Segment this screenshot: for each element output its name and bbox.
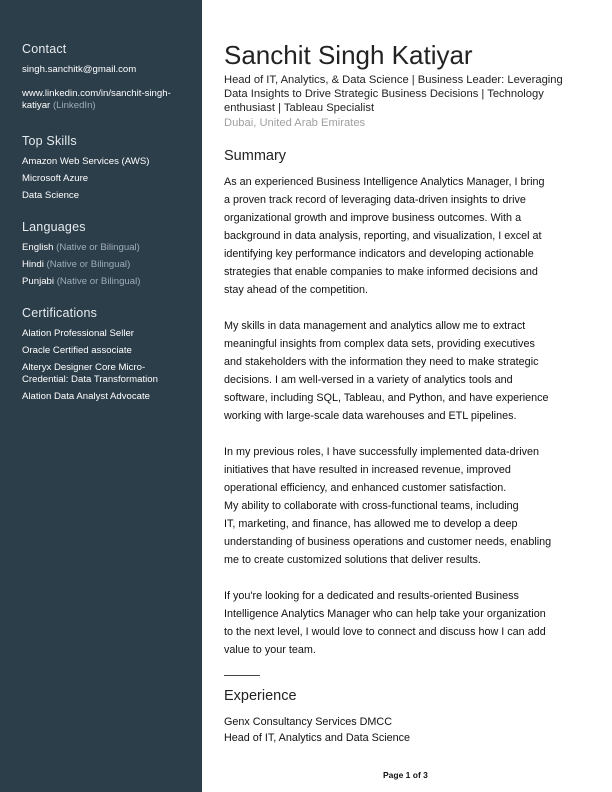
profile-location: Dubai, United Arab Emirates — [224, 117, 366, 129]
certification-item: Alation Professional Seller — [22, 328, 134, 339]
summary-line: As an experienced Business Intelligence Analytics Manager, I bring — [224, 176, 545, 188]
summary-line: strategies that enable companies to make informed decisions and — [224, 266, 538, 278]
summary-paragraph — [224, 587, 594, 659]
linkedin-url-line1[interactable]: www.linkedin.com/in/sanchit-singh- — [22, 88, 171, 99]
summary-line: My skills in data management and analytics allow me to extract — [224, 320, 526, 332]
languages-section — [22, 220, 192, 288]
summary-line: value to your team. — [224, 644, 316, 656]
languages-heading: Languages — [22, 220, 86, 234]
skill-item: Data Science — [22, 190, 80, 201]
linkedin-note: (LinkedIn) — [52, 100, 96, 111]
summary-line: to the next level, I would love to connect and discuss how I can add — [224, 626, 546, 638]
linkedin-url-line2[interactable]: katiyar — [22, 100, 51, 111]
summary-paragraph — [224, 443, 594, 569]
summary-line: software, including SQL, Tableau, and Python, and have experience — [224, 392, 549, 404]
summary-line: operational efficiency, and enhanced customer satisfaction. — [224, 482, 507, 494]
section-divider — [224, 675, 260, 676]
profile-name: Sanchit Singh Katiyar — [224, 40, 473, 70]
skill-item: Microsoft Azure — [22, 173, 89, 184]
page-number: Page 1 of 3 — [383, 770, 428, 780]
language-name: Hindi — [22, 259, 44, 270]
sidebar — [0, 0, 202, 792]
certifications-heading: Certifications — [22, 306, 98, 320]
language-level: (Native or Bilingual) — [56, 276, 141, 287]
certification-item: Alteryx Designer Core Micro- — [22, 362, 146, 373]
summary-line: decisions. I am well-versed in a variety of analytics tools and — [224, 374, 513, 386]
skills-heading: Top Skills — [22, 134, 77, 148]
email-link[interactable]: singh.sanchitk@gmail.com — [22, 64, 137, 75]
summary-line: background in data analysis, reporting, and visualization, I excel at — [224, 230, 542, 242]
experience-company: Genx Consultancy Services DMCC — [224, 716, 393, 728]
skills-section — [22, 134, 192, 202]
profile-headline — [224, 73, 594, 115]
summary-paragraph — [224, 173, 594, 299]
certification-item: Alation Data Analyst Advocate — [22, 391, 150, 402]
experience-role: Head of IT, Analytics and Data Science — [224, 732, 411, 744]
headline-line: Data Insights to Drive Strategic Business Decisions | Technology — [224, 88, 544, 100]
summary-line: stay ahead of the competition. — [224, 284, 369, 296]
summary-line: meaningful insights from complex data sets, providing executives — [224, 338, 535, 350]
summary-line: If you're looking for a dedicated and results-oriented Business — [224, 590, 519, 602]
summary-line: initiatives that have resulted in increased revenue, improved — [224, 464, 511, 476]
summary-line: me to create customized solutions that deliver results. — [224, 554, 481, 566]
linkedin-link[interactable] — [22, 88, 192, 112]
certification-item: Oracle Certified associate — [22, 345, 132, 356]
language-level: (Native or Bilingual) — [56, 242, 140, 253]
headline-line: enthusiast | Tableau Specialist — [224, 102, 375, 114]
certification-item: Credential: Data Transformation — [22, 374, 158, 385]
summary-line: My ability to collaborate with cross-functional teams, including — [224, 500, 519, 512]
main-content — [224, 40, 594, 746]
summary-line: a proven track record of leveraging data-driven insights to drive — [224, 194, 526, 206]
summary-line: Intelligence Analytics Manager who can help take your organization — [224, 608, 546, 620]
language-item — [22, 276, 192, 288]
contact-section — [22, 42, 192, 112]
experience-title: Experience — [224, 688, 297, 704]
language-level: (Native or Bilingual) — [46, 259, 131, 270]
summary-line: and stakeholders with the information they need to make strategic — [224, 356, 539, 368]
summary-line: working with large-scale data warehouses and ETL pipelines. — [224, 410, 517, 422]
contact-heading: Contact — [22, 42, 67, 56]
language-item — [22, 259, 192, 271]
summary-paragraph — [224, 317, 594, 425]
summary-line: understanding of business operations and customer needs, enabling — [224, 536, 552, 548]
headline-line: Head of IT, Analytics, & Data Science | Business Leader: Leveraging — [224, 74, 563, 86]
summary-line: organizational growth and improve business outcomes. With a — [224, 212, 522, 224]
summary-line: IT, marketing, and finance, has allowed me to develop a deep — [224, 518, 518, 530]
summary-line: identifying key performance indicators and developing actionable — [224, 248, 534, 260]
summary-line: In my previous roles, I have successfully implemented data-driven — [224, 446, 540, 458]
language-name: Punjabi — [22, 276, 55, 287]
skill-item: Amazon Web Services (AWS) — [22, 156, 150, 167]
summary-title: Summary — [224, 148, 287, 164]
certifications-section — [22, 306, 192, 403]
language-item — [22, 242, 192, 254]
language-name: English — [22, 242, 54, 253]
